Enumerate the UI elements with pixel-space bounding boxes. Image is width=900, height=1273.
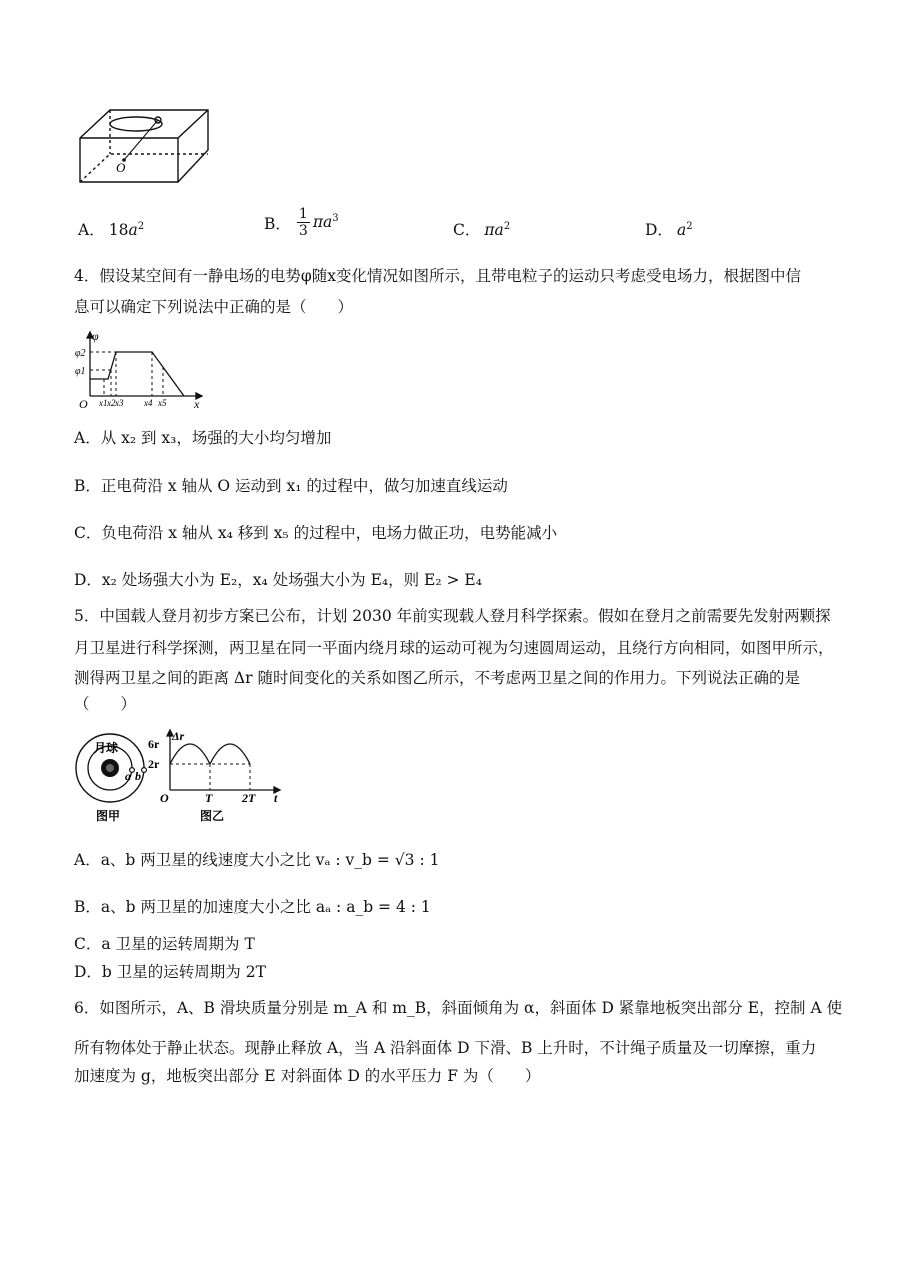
moon-label: 月球 <box>94 741 119 755</box>
q4-option-d[interactable]: D．x₂ 处场强大小为 E₂，x₄ 处场强大小为 E₄，则 E₂ > E₄ <box>74 571 482 589</box>
q4-stem-line1: 4．假设某空间有一静电场的电势φ随x变化情况如图所示，且带电粒子的运动只考虑受电场力，根据图中信 <box>74 267 801 285</box>
phi2-label: φ2 <box>75 348 86 359</box>
tick-6r: 6r <box>148 737 160 751</box>
x1-tick: x1 <box>99 398 108 408</box>
option-text: $a^2$ <box>676 220 693 239</box>
x5-tick: x5 <box>158 398 167 408</box>
tick-2T: 2T <box>242 791 256 805</box>
phi-axis-label: φ <box>92 330 99 343</box>
q3-option-c[interactable] <box>453 218 510 240</box>
q5-stem-line3: 测得两卫星之间的距离 Δr 随时间变化的关系如图乙所示，不考虑两卫星之间的作用力。下列说法正确的是 <box>74 669 800 687</box>
q5-stem-line4: （ ） <box>74 695 137 713</box>
x-axis-label: x <box>194 397 200 410</box>
x2-tick: x2 <box>107 398 116 408</box>
q3-box-figure <box>74 100 214 190</box>
fig-a-caption: 图甲 <box>96 809 121 823</box>
q3-option-d[interactable] <box>645 218 693 240</box>
q4-option-c[interactable]: C．负电荷沿 x 轴从 x₄ 移到 x₅ 的过程中，电场力做正功，电势能减小 <box>74 524 558 542</box>
q3-option-b[interactable] <box>264 206 339 239</box>
option-text: $18a^2$ <box>108 220 145 239</box>
q6-stem-line2: 所有物体处于静止状态。现静止释放 A，当 A 沿斜面体 D 下滑、B 上升时，不计绳子质量及一切摩擦，重力 <box>74 1039 817 1057</box>
q3-origin-label: O <box>116 160 126 175</box>
tick-2r: 2r <box>148 757 160 771</box>
q5-option-b[interactable]: B．a、b 两卫星的加速度大小之比 aₐ : a_b = 4 : 1 <box>74 898 431 916</box>
origin-label: O <box>79 397 88 410</box>
graph-origin: O <box>160 791 169 805</box>
q5-distance-graph[interactable] <box>148 728 288 824</box>
q5-stem-line2: 月卫星进行科学探测，两卫星在同一平面内绕月球的运动可视为匀速圆周运动，且绕行方向相同，如图甲所示， <box>74 639 834 657</box>
option-text: $\pi a^3$ <box>312 213 339 232</box>
q6-stem-line3: 加速度为 g，地板突出部分 E 对斜面体 D 的水平压力 F 为（ ） <box>74 1067 541 1085</box>
fig-b-caption: 图乙 <box>200 809 225 823</box>
q4-potential-graph <box>74 330 204 410</box>
q3-option-a[interactable] <box>78 218 144 240</box>
option-letter: C． <box>453 221 481 239</box>
q5-option-d[interactable]: D．b 卫星的运转周期为 2T <box>74 963 266 981</box>
q4-stem-line2: 息可以确定下列说法中正确的是（ ） <box>74 298 354 316</box>
phi1-label: φ1 <box>75 366 86 377</box>
q6-stem-line1: 6．如图所示，A、B 滑块质量分别是 m_A 和 m_B，斜面倾角为 α，斜面体 D 紧靠地板突出部分 E，控制 A 使 <box>74 999 843 1017</box>
delta-r-axis-label: Δr <box>172 729 185 743</box>
option-letter: A． <box>78 221 105 239</box>
q5-option-c[interactable]: C．a 卫星的运转周期为 T <box>74 935 255 953</box>
q5-stem-line1: 5．中国载人登月初步方案已公布，计划 2030 年前实现载人登月科学探索。假如在登月之前需要先发射两颗探 <box>74 607 831 625</box>
sat-b-label: b <box>135 769 141 783</box>
q4-option-a[interactable]: A．从 x₂ 到 x₃，场强的大小均匀增加 <box>74 429 332 447</box>
q4-option-b[interactable]: B．正电荷沿 x 轴从 O 运动到 x₁ 的过程中，做匀加速直线运动 <box>74 477 508 495</box>
tick-T: T <box>205 791 213 805</box>
option-letter: D． <box>645 221 673 239</box>
option-letter: B． <box>264 214 291 233</box>
q5-option-a[interactable]: A．a、b 两卫星的线速度大小之比 vₐ : v_b = √3 : 1 <box>74 851 440 869</box>
t-axis-label: t <box>274 791 278 805</box>
x4-tick: x4 <box>144 398 153 408</box>
x3-tick: x3 <box>115 398 124 408</box>
sat-a-label: a <box>125 769 131 783</box>
option-text: $\pi a^2$ <box>484 220 511 239</box>
fraction-one-third: 1 3 <box>298 206 308 239</box>
